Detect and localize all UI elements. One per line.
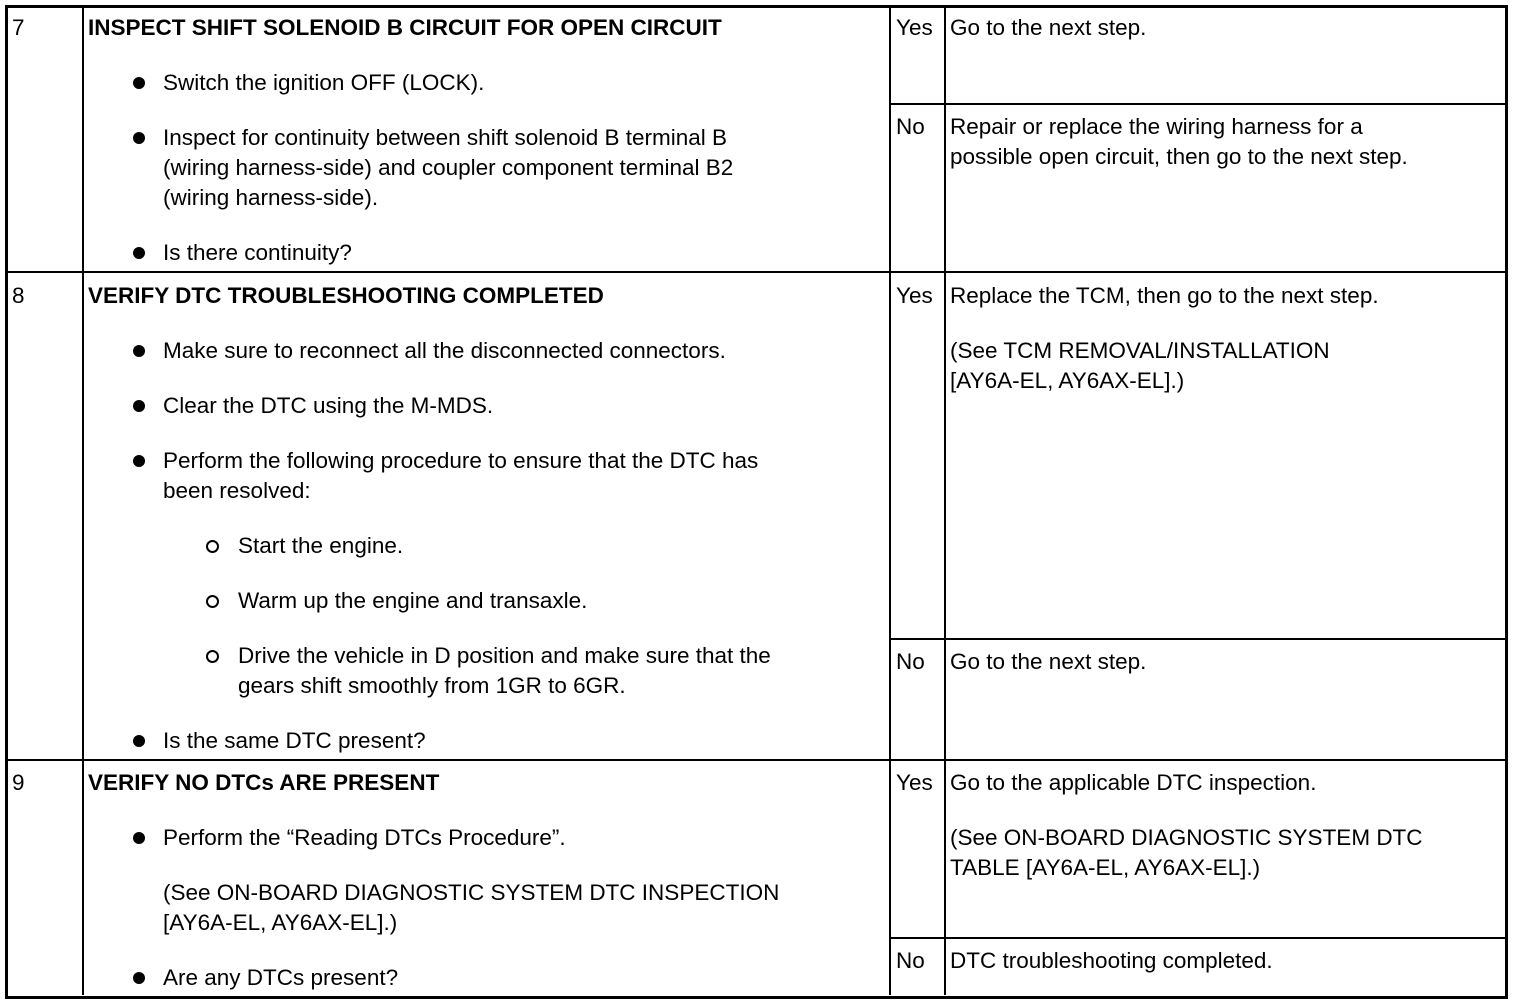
sub-bullet-icon	[206, 595, 219, 608]
no-label: No	[896, 114, 925, 139]
row-divider	[8, 271, 1505, 273]
yes-action: Replace the TCM, then go to the next step.	[950, 283, 1379, 308]
no-action: Repair or replace the wiring harness for a	[950, 114, 1363, 139]
bullet-text: Perform the “Reading DTCs Procedure”.	[163, 825, 566, 850]
column-divider	[944, 8, 946, 995]
column-divider	[82, 8, 84, 995]
bullet-icon	[133, 345, 145, 357]
bullet-icon	[133, 972, 145, 984]
bullet-text: Inspect for continuity between shift solenoid B terminal B	[163, 125, 728, 150]
no-action: Go to the next step.	[950, 649, 1147, 674]
no-action: possible open circuit, then go to the next step.	[950, 144, 1408, 169]
row-divider	[8, 759, 1505, 761]
yes-no-divider	[889, 103, 1505, 105]
no-label: No	[896, 649, 925, 674]
sub-bullet-text: Start the engine.	[238, 533, 404, 558]
yes-no-divider	[889, 937, 1505, 939]
bullet-text: Make sure to reconnect all the disconnected connectors.	[163, 338, 726, 363]
bullet-text: Clear the DTC using the M-MDS.	[163, 393, 494, 418]
bullet-icon	[133, 247, 145, 259]
bullet-text: been resolved:	[163, 478, 311, 503]
bullet-text: (wiring harness-side).	[163, 185, 379, 210]
bullet-text: (wiring harness-side) and coupler component terminal B2	[163, 155, 734, 180]
yes-action: Go to the applicable DTC inspection.	[950, 770, 1317, 795]
yes-label: Yes	[896, 283, 933, 308]
bullet-text: Is there continuity?	[163, 240, 352, 265]
bullet-icon	[133, 455, 145, 467]
yes-no-divider	[889, 638, 1505, 640]
reference-text: (See ON-BOARD DIAGNOSTIC SYSTEM DTC INSPECTION	[163, 880, 780, 905]
bullet-text: Perform the following procedure to ensure that the DTC has	[163, 448, 759, 473]
sub-bullet-text: Warm up the engine and transaxle.	[238, 588, 588, 613]
no-label: No	[896, 948, 925, 973]
step-title: VERIFY NO DTCs ARE PRESENT	[88, 770, 440, 795]
step-title: VERIFY DTC TROUBLESHOOTING COMPLETED	[88, 283, 604, 308]
bullet-text: Is the same DTC present?	[163, 728, 426, 753]
bullet-icon	[133, 735, 145, 747]
bullet-icon	[133, 132, 145, 144]
yes-reference: (See ON-BOARD DIAGNOSTIC SYSTEM DTC	[950, 825, 1423, 850]
reference-text: [AY6A-EL, AY6AX-EL].)	[163, 910, 398, 935]
bullet-text: Switch the ignition OFF (LOCK).	[163, 70, 485, 95]
step-number: 8	[12, 283, 25, 308]
step-title: INSPECT SHIFT SOLENOID B CIRCUIT FOR OPEN CIRCUIT	[88, 15, 722, 40]
bullet-icon	[133, 77, 145, 89]
yes-reference: [AY6A-EL, AY6AX-EL].)	[950, 368, 1185, 393]
yes-action: Go to the next step.	[950, 15, 1147, 40]
yes-label: Yes	[896, 15, 933, 40]
no-action: DTC troubleshooting completed.	[950, 948, 1273, 973]
step-number: 9	[12, 770, 25, 795]
column-divider	[889, 8, 891, 995]
yes-reference: TABLE [AY6A-EL, AY6AX-EL].)	[950, 855, 1261, 880]
sub-bullet-icon	[206, 540, 219, 553]
bullet-text: Are any DTCs present?	[163, 965, 399, 990]
sub-bullet-text: Drive the vehicle in D position and make sure that the	[238, 643, 771, 668]
bullet-icon	[133, 400, 145, 412]
bullet-icon	[133, 832, 145, 844]
yes-reference: (See TCM REMOVAL/INSTALLATION	[950, 338, 1330, 363]
sub-bullet-icon	[206, 650, 219, 663]
yes-label: Yes	[896, 770, 933, 795]
sub-bullet-text: gears shift smoothly from 1GR to 6GR.	[238, 673, 626, 698]
step-number: 7	[12, 15, 25, 40]
